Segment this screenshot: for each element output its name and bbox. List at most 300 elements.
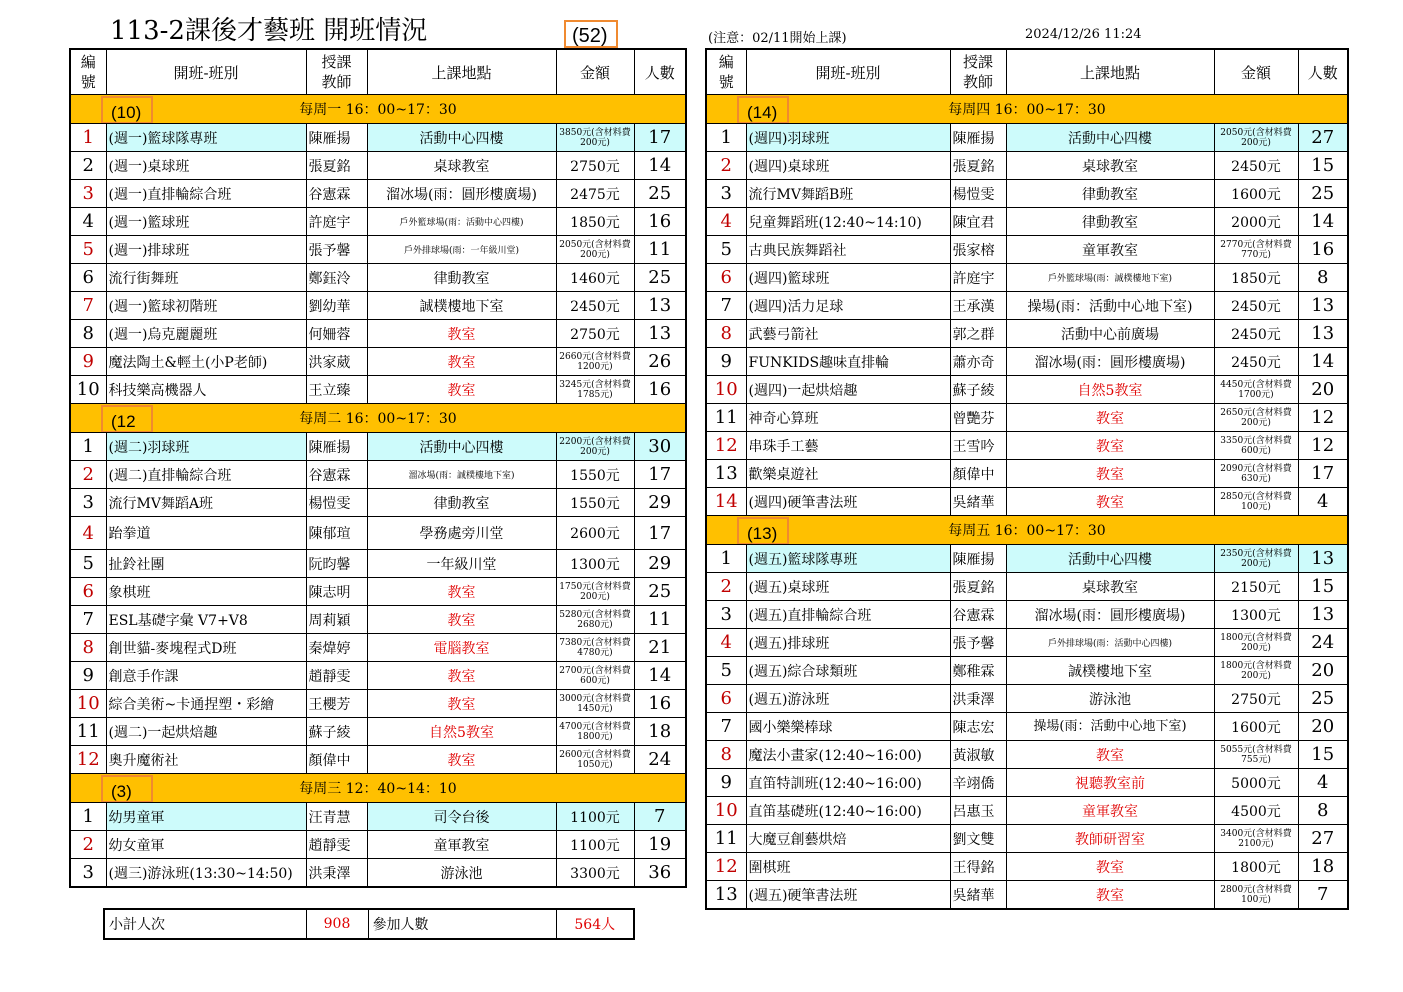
table-row	[70, 803, 686, 831]
enrollment-count: 18	[634, 718, 686, 746]
class-name: (週二)直排輪綜合班	[106, 461, 306, 489]
teacher-name: 呂惠玉	[950, 797, 1006, 825]
fee: 2800元(含材料費100元)	[1214, 881, 1298, 910]
table-row	[706, 404, 1348, 432]
location: 溜冰場(雨：圓形樓廣場)	[367, 180, 556, 208]
table-row	[706, 432, 1348, 460]
table-row	[70, 264, 686, 292]
fee: 2350元(含材料費200元)	[1214, 545, 1298, 573]
location: 戶外排球場(雨：一年級川堂)	[367, 236, 556, 264]
teacher-name: 王雪吟	[950, 432, 1006, 460]
enrollment-count: 36	[634, 859, 686, 888]
enrollment-count: 14	[1298, 208, 1348, 236]
teacher-name: 陳郁瑄	[306, 517, 367, 550]
row-number: 9	[706, 348, 746, 376]
fee: 2660元(含材料費1200元)	[556, 348, 634, 376]
fee: 1550元	[556, 461, 634, 489]
enrollment-count: 15	[1298, 741, 1348, 769]
table-row	[706, 376, 1348, 404]
fee: 2700元(含材料費600元)	[556, 662, 634, 690]
location: 溜冰場(雨：圓形樓廣場)	[1006, 348, 1214, 376]
class-name: 魔法小畫家(12:40~16:00)	[746, 741, 950, 769]
class-name: 跆拳道	[106, 517, 306, 550]
header-fee: 金額	[556, 49, 634, 95]
timestamp: 2024/12/26 11:24	[1025, 27, 1142, 42]
fee: 4500元	[1214, 797, 1298, 825]
row-number: 1	[706, 545, 746, 573]
fee: 3400元(含材料費2100元)	[1214, 825, 1298, 853]
row-number: 3	[70, 180, 106, 208]
summary-label-total: 小計人次	[104, 909, 306, 939]
section-title: 每周三 12：40~14：10	[299, 781, 457, 797]
fee: 2850元(含材料費100元)	[1214, 488, 1298, 516]
teacher-name: 劉幼華	[306, 292, 367, 320]
class-name: (週五)硬筆書法班	[746, 881, 950, 910]
enrollment-count: 25	[634, 180, 686, 208]
location: 教室	[367, 348, 556, 376]
section-title: 每周四 16：00~17：30	[948, 102, 1106, 118]
enrollment-count: 14	[634, 152, 686, 180]
row-number: 5	[706, 657, 746, 685]
row-number: 7	[70, 606, 106, 634]
class-name: (週四)硬筆書法班	[746, 488, 950, 516]
class-name: (週五)游泳班	[746, 685, 950, 713]
location: 律動教室	[1006, 208, 1214, 236]
location: 電腦教室	[367, 634, 556, 662]
section-count-badge: (12	[101, 405, 153, 433]
class-name: (週四)一起烘焙趣	[746, 376, 950, 404]
location: 視聽教室前	[1006, 769, 1214, 797]
fee: 1100元	[556, 803, 634, 831]
table-row	[706, 152, 1348, 180]
teacher-name: 曾艷芬	[950, 404, 1006, 432]
fee: 2150元	[1214, 573, 1298, 601]
fee: 1600元	[1214, 180, 1298, 208]
section-header	[706, 516, 1348, 545]
enrollment-count: 16	[634, 208, 686, 236]
section-title: 每周五 16：00~17：30	[948, 523, 1106, 539]
location: 自然5教室	[367, 718, 556, 746]
summary-label-participants: 參加人數	[368, 909, 556, 939]
header-no	[70, 49, 106, 95]
fee: 5000元	[1214, 769, 1298, 797]
fee: 1800元(含材料費200元)	[1214, 629, 1298, 657]
class-name: (週五)排球班	[746, 629, 950, 657]
table-row	[70, 236, 686, 264]
header-location: 上課地點	[1006, 49, 1214, 95]
enrollment-count: 15	[1298, 573, 1348, 601]
location: 誠樸樓地下室	[367, 292, 556, 320]
location: 活動中心四樓	[1006, 545, 1214, 573]
fee: 1600元	[1214, 713, 1298, 741]
table-row	[70, 292, 686, 320]
header-teacher	[950, 49, 1006, 95]
fee: 1300元	[1214, 601, 1298, 629]
table-row	[706, 488, 1348, 516]
table-row	[706, 685, 1348, 713]
table-row	[70, 859, 686, 888]
enrollment-count: 11	[634, 606, 686, 634]
table-row	[70, 489, 686, 517]
fee: 2750元	[556, 320, 634, 348]
class-name: (週五)綜合球類班	[746, 657, 950, 685]
enrollment-count: 25	[634, 578, 686, 606]
enrollment-count: 27	[1298, 124, 1348, 152]
location: 桌球教室	[1006, 152, 1214, 180]
location: 一年級川堂	[367, 550, 556, 578]
row-number: 3	[70, 859, 106, 888]
teacher-name: 王承漢	[950, 292, 1006, 320]
header-teacher	[306, 49, 367, 95]
enrollment-count: 26	[634, 348, 686, 376]
left-schedule-table	[69, 48, 687, 888]
fee: 2770元(含材料費770元)	[1214, 236, 1298, 264]
location: 教室	[1006, 404, 1214, 432]
teacher-name: 洪秉澤	[950, 685, 1006, 713]
table-row	[706, 741, 1348, 769]
class-name: (週一)籃球班	[106, 208, 306, 236]
teacher-name: 蘇子綾	[306, 718, 367, 746]
enrollment-count: 17	[634, 461, 686, 489]
header-fee: 金額	[1214, 49, 1298, 95]
table-row	[706, 320, 1348, 348]
fee: 3245元(含材料費1785元)	[556, 376, 634, 404]
fee: 5055元(含材料費755元)	[1214, 741, 1298, 769]
header-row	[70, 49, 686, 95]
enrollment-count: 4	[1298, 769, 1348, 797]
header-no-label: 編號	[80, 53, 96, 91]
fee: 2450元	[1214, 292, 1298, 320]
fee: 1800元(含材料費200元)	[1214, 657, 1298, 685]
teacher-name: 黃淑敏	[950, 741, 1006, 769]
row-number: 10	[70, 376, 106, 404]
teacher-name: 何姍蓉	[306, 320, 367, 348]
location: 游泳池	[367, 859, 556, 888]
enrollment-count: 13	[1298, 601, 1348, 629]
location: 律動教室	[367, 264, 556, 292]
enrollment-count: 8	[1298, 797, 1348, 825]
row-number: 7	[706, 292, 746, 320]
location: 自然5教室	[1006, 376, 1214, 404]
teacher-name: 吳緒華	[950, 881, 1006, 910]
location: 活動中心四樓	[1006, 124, 1214, 152]
enrollment-count: 29	[634, 550, 686, 578]
fee: 2090元(含材料費630元)	[1214, 460, 1298, 488]
teacher-name: 谷憲霖	[950, 601, 1006, 629]
location: 操場(雨：活動中心地下室)	[1006, 713, 1214, 741]
row-number: 8	[70, 634, 106, 662]
teacher-name: 汪青慧	[306, 803, 367, 831]
teacher-name: 周莉穎	[306, 606, 367, 634]
table-row	[706, 236, 1348, 264]
class-name: 串珠手工藝	[746, 432, 950, 460]
row-number: 5	[70, 236, 106, 264]
row-number: 2	[70, 152, 106, 180]
location: 誠樸樓地下室	[1006, 657, 1214, 685]
class-name: (週四)羽球班	[746, 124, 950, 152]
location: 戶外籃球場(雨：誠樸樓地下室)	[1006, 264, 1214, 292]
location: 桌球教室	[1006, 573, 1214, 601]
enrollment-count: 14	[634, 662, 686, 690]
table-row	[706, 601, 1348, 629]
teacher-name: 辛翊僑	[950, 769, 1006, 797]
fee: 1850元	[556, 208, 634, 236]
enrollment-count: 13	[1298, 545, 1348, 573]
row-number: 9	[70, 662, 106, 690]
row-number: 8	[70, 320, 106, 348]
table-row	[706, 629, 1348, 657]
teacher-name: 蘇子綾	[950, 376, 1006, 404]
table-row	[70, 180, 686, 208]
teacher-name: 谷憲霖	[306, 461, 367, 489]
table-row	[706, 208, 1348, 236]
total-classes-badge: (52)	[564, 20, 618, 48]
class-name: (週一)直排輪綜合班	[106, 180, 306, 208]
teacher-name: 王櫻芳	[306, 690, 367, 718]
row-number: 6	[70, 264, 106, 292]
table-row	[706, 881, 1348, 910]
table-row	[70, 376, 686, 404]
table-row	[706, 657, 1348, 685]
header-row	[706, 49, 1348, 95]
location: 童軍教室	[1006, 797, 1214, 825]
fee: 2750元	[1214, 685, 1298, 713]
row-number: 10	[70, 690, 106, 718]
class-name: 象棋班	[106, 578, 306, 606]
class-name: 創世貓-麥塊程式D班	[106, 634, 306, 662]
location: 溜冰場(雨：誠樸樓地下室)	[367, 461, 556, 489]
enrollment-count: 13	[1298, 292, 1348, 320]
row-number: 8	[706, 320, 746, 348]
enrollment-count: 12	[1298, 404, 1348, 432]
table-row	[70, 550, 686, 578]
teacher-name: 張家榕	[950, 236, 1006, 264]
section-header	[70, 404, 686, 433]
summary-row	[104, 909, 634, 939]
location: 教室	[367, 746, 556, 774]
enrollment-count: 29	[634, 489, 686, 517]
location: 童軍教室	[367, 831, 556, 859]
header-class: 開班-班別	[746, 49, 950, 95]
row-number: 12	[706, 432, 746, 460]
location: 溜冰場(雨：圓形樓廣場)	[1006, 601, 1214, 629]
row-number: 8	[706, 741, 746, 769]
class-name: 魔法陶土&輕土(小P老師)	[106, 348, 306, 376]
teacher-name: 陳雁揚	[306, 433, 367, 461]
enrollment-count: 20	[1298, 376, 1348, 404]
class-name: (週五)直排輪綜合班	[746, 601, 950, 629]
summary-table	[103, 908, 635, 940]
header-teacher-label: 授課教師	[321, 53, 352, 91]
class-name: (週四)桌球班	[746, 152, 950, 180]
fee: 1800元	[1214, 853, 1298, 881]
location: 戶外排球場(雨：活動中心四樓)	[1006, 629, 1214, 657]
row-number: 13	[706, 460, 746, 488]
location: 教室	[367, 578, 556, 606]
header-no-label: 編號	[718, 53, 734, 91]
row-number: 4	[706, 208, 746, 236]
class-name: 武藝弓箭社	[746, 320, 950, 348]
row-number: 4	[706, 629, 746, 657]
fee: 2750元	[556, 152, 634, 180]
row-number: 5	[706, 236, 746, 264]
teacher-name: 秦煒婷	[306, 634, 367, 662]
enrollment-count: 13	[634, 320, 686, 348]
enrollment-count: 20	[1298, 657, 1348, 685]
fee: 2600元(含材料費1050元)	[556, 746, 634, 774]
table-row	[70, 320, 686, 348]
location: 教室	[1006, 853, 1214, 881]
teacher-name: 張予馨	[950, 629, 1006, 657]
table-row	[706, 124, 1348, 152]
table-row	[70, 208, 686, 236]
class-name: (週一)籃球初階班	[106, 292, 306, 320]
section-header	[70, 95, 686, 124]
location: 桌球教室	[367, 152, 556, 180]
enrollment-count: 20	[1298, 713, 1348, 741]
location: 律動教室	[367, 489, 556, 517]
enrollment-count: 11	[634, 236, 686, 264]
table-row	[706, 180, 1348, 208]
page-title: 113-2課後才藝班 開班情況	[110, 16, 428, 46]
row-number: 3	[706, 601, 746, 629]
section-header-row	[70, 774, 686, 803]
row-number: 4	[70, 208, 106, 236]
row-number: 6	[706, 264, 746, 292]
table-row	[70, 578, 686, 606]
enrollment-count: 17	[634, 517, 686, 550]
fee: 1850元	[1214, 264, 1298, 292]
table-row	[706, 769, 1348, 797]
teacher-name: 吳緒華	[950, 488, 1006, 516]
table-row	[70, 690, 686, 718]
enrollment-count: 17	[1298, 460, 1348, 488]
row-number: 11	[706, 825, 746, 853]
class-name: 流行MV舞蹈A班	[106, 489, 306, 517]
location: 活動中心四樓	[367, 433, 556, 461]
row-number: 2	[706, 573, 746, 601]
enrollment-count: 19	[634, 831, 686, 859]
class-name: (週一)籃球隊專班	[106, 124, 306, 152]
teacher-name: 許庭宇	[306, 208, 367, 236]
section-count-badge: (10)	[101, 96, 153, 124]
table-row	[70, 348, 686, 376]
class-name: 綜合美術~卡通捏塑・彩繪	[106, 690, 306, 718]
row-number: 3	[70, 489, 106, 517]
class-name: 圍棋班	[746, 853, 950, 881]
teacher-name: 楊愷雯	[950, 180, 1006, 208]
teacher-name: 陳宜君	[950, 208, 1006, 236]
enrollment-count: 24	[1298, 629, 1348, 657]
fee: 1100元	[556, 831, 634, 859]
class-name: FUNKIDS趣味直排輪	[746, 348, 950, 376]
teacher-name: 張夏銘	[950, 573, 1006, 601]
row-number: 12	[70, 746, 106, 774]
row-number: 6	[706, 685, 746, 713]
teacher-name: 趙靜雯	[306, 662, 367, 690]
table-row	[70, 606, 686, 634]
row-number: 11	[706, 404, 746, 432]
class-name: (週四)活力足球	[746, 292, 950, 320]
enrollment-count: 7	[1298, 881, 1348, 910]
location: 童軍教室	[1006, 236, 1214, 264]
class-name: (週一)排球班	[106, 236, 306, 264]
enrollment-count: 16	[634, 376, 686, 404]
table-row	[70, 662, 686, 690]
enrollment-count: 25	[634, 264, 686, 292]
teacher-name: 鄭稚霖	[950, 657, 1006, 685]
enrollment-count: 7	[634, 803, 686, 831]
row-number: 9	[706, 769, 746, 797]
fee: 3300元	[556, 859, 634, 888]
teacher-name: 郭之群	[950, 320, 1006, 348]
fee: 1750元(含材料費200元)	[556, 578, 634, 606]
location: 教師研習室	[1006, 825, 1214, 853]
row-number: 1	[70, 433, 106, 461]
section-title: 每周二 16：00~17：30	[299, 411, 457, 427]
teacher-name: 鄭鈺泠	[306, 264, 367, 292]
location: 教室	[367, 690, 556, 718]
table-row	[706, 292, 1348, 320]
fee: 2450元	[1214, 348, 1298, 376]
row-number: 6	[70, 578, 106, 606]
right-schedule-table	[705, 48, 1349, 910]
class-name: 直笛特訓班(12:40~16:00)	[746, 769, 950, 797]
section-count-badge: (13)	[737, 517, 789, 545]
class-name: (週五)桌球班	[746, 573, 950, 601]
summary-value-participants: 564人	[556, 909, 634, 939]
location: 操場(雨：活動中心地下室)	[1006, 292, 1214, 320]
table-row	[706, 348, 1348, 376]
table-row	[70, 124, 686, 152]
location: 教室	[367, 376, 556, 404]
class-name: 創意手作課	[106, 662, 306, 690]
teacher-name: 谷憲霖	[306, 180, 367, 208]
fee: 5280元(含材料費2680元)	[556, 606, 634, 634]
location: 教室	[367, 320, 556, 348]
header-teacher-label: 授課教師	[962, 53, 993, 91]
class-name: 古典民族舞蹈社	[746, 236, 950, 264]
enrollment-count: 16	[1298, 236, 1348, 264]
enrollment-count: 25	[1298, 685, 1348, 713]
fee: 7380元(含材料費4780元)	[556, 634, 634, 662]
class-name: (週一)烏克麗麗班	[106, 320, 306, 348]
location: 戶外籃球場(雨：活動中心四樓)	[367, 208, 556, 236]
section-count-badge: (3)	[101, 775, 153, 803]
fee: 2000元	[1214, 208, 1298, 236]
teacher-name: 陳雁揚	[950, 545, 1006, 573]
enrollment-count: 8	[1298, 264, 1348, 292]
enrollment-count: 16	[634, 690, 686, 718]
fee: 4700元(含材料費1800元)	[556, 718, 634, 746]
class-name: (週二)一起烘焙趣	[106, 718, 306, 746]
fee: 3350元(含材料費600元)	[1214, 432, 1298, 460]
table-row	[70, 461, 686, 489]
teacher-name: 蕭亦奇	[950, 348, 1006, 376]
location: 教室	[367, 662, 556, 690]
row-number: 2	[70, 831, 106, 859]
class-name: 幼男童軍	[106, 803, 306, 831]
fee: 2650元(含材料費200元)	[1214, 404, 1298, 432]
row-number: 2	[706, 152, 746, 180]
enrollment-count: 17	[634, 124, 686, 152]
row-number: 3	[706, 180, 746, 208]
class-name: 神奇心算班	[746, 404, 950, 432]
enrollment-count: 18	[1298, 853, 1348, 881]
enrollment-count: 12	[1298, 432, 1348, 460]
row-number: 7	[706, 713, 746, 741]
table-row	[706, 573, 1348, 601]
